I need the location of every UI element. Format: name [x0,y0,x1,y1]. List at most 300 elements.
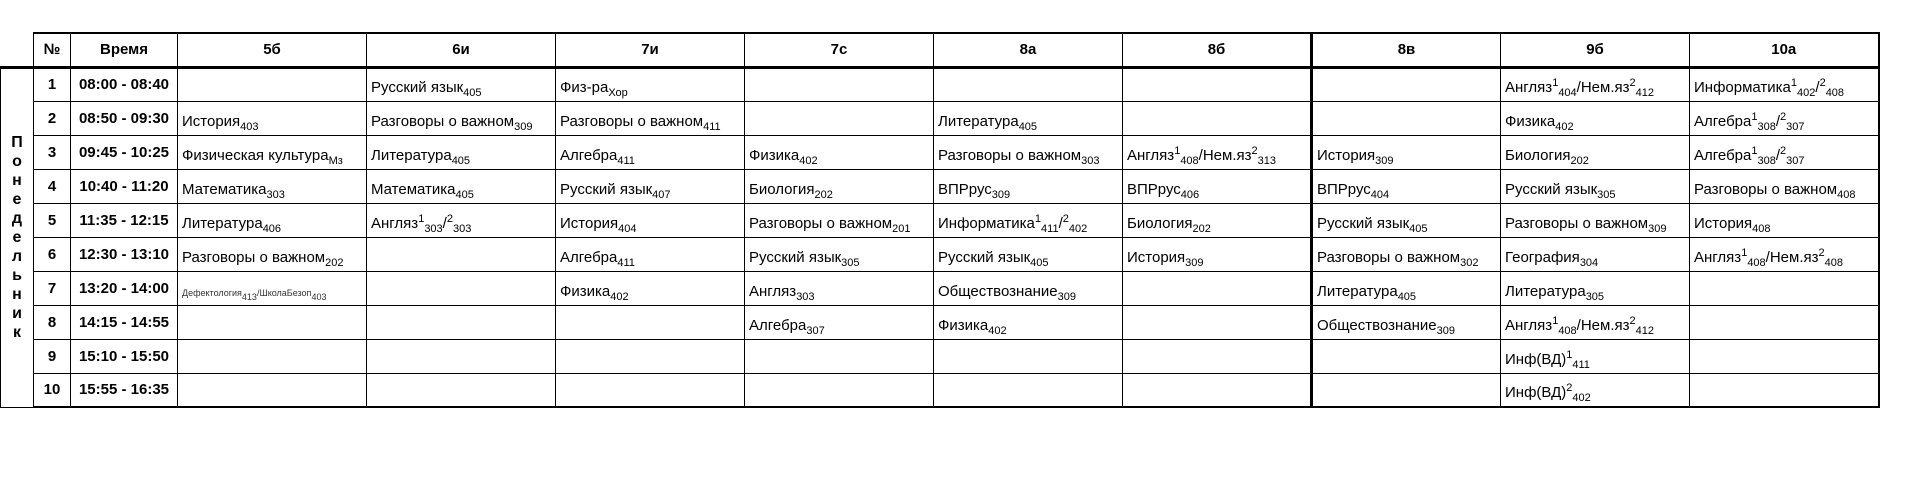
lesson-text-part: Русский язык [1317,214,1410,232]
header-row [1,33,1879,67]
lesson-time: 12:30 - 13:10 [71,237,178,271]
lesson-text-part: Англяз [1505,316,1553,334]
lesson-text-part: /Нем.яз [1198,146,1252,164]
lesson-text-part: 307 [1786,154,1805,167]
lesson-text-part: Биология [749,180,815,198]
lesson-text-part: 2 [1566,382,1573,395]
lesson-text-part: Алгебра [1694,112,1752,130]
lesson-number: 10 [34,373,71,407]
day-letter: П [11,134,23,151]
lesson-text-part: 309 [514,120,533,133]
lesson-text-part: География [1505,248,1580,266]
lesson-cell [1690,237,1879,271]
lesson-cell [1312,101,1501,135]
lesson-text-part: Русский язык [1505,180,1598,198]
lesson-text-part: Физика [749,146,800,164]
lesson-cell [1123,169,1312,203]
lesson-text-part: 303 [796,290,815,303]
lesson-cell [556,67,745,101]
lesson-text-part: Математика [371,180,456,198]
lesson-text-part: Информатика [938,214,1035,232]
lesson-text-part: 305 [1597,188,1616,201]
lesson-text-part: Литература [371,146,452,164]
lesson-text-part: / [1775,146,1781,164]
lesson-number: 8 [34,305,71,339]
lesson-text-part: 2 [1629,314,1636,327]
lesson-cell [1312,169,1501,203]
lesson-cell [178,67,367,101]
lesson-cell [1123,135,1312,169]
lesson-text-part: 2 [1780,144,1787,157]
lesson-text-part: 408 [1180,154,1199,167]
lesson-text-part: 1 [1751,144,1758,157]
lesson-text-part: 411 [703,120,721,133]
header-class: 8а [934,33,1123,67]
schedule-row [1,67,1879,101]
lesson-text-part: 309 [1648,222,1667,235]
header-num: № [34,33,71,67]
lesson-text-part: 1 [1566,348,1573,361]
lesson-cell [1123,67,1312,101]
lesson-text-part: 408 [1825,87,1845,99]
lesson-text-part: 412 [1635,87,1654,99]
lesson-cell [367,169,556,203]
lesson-cell [745,169,934,203]
lesson-cell [556,271,745,305]
lesson-time: 14:15 - 14:55 [71,305,178,339]
lesson-cell [745,339,934,373]
lesson-text-part: 308 [1757,154,1776,167]
lesson-cell [367,203,556,237]
schedule-row [1,237,1879,271]
lesson-cell [367,373,556,407]
lesson-cell [178,237,367,271]
lesson-text-part: 304 [1579,256,1599,269]
lesson-text-part: 408 [1558,324,1577,337]
schedule-row [1,203,1879,237]
lesson-cell [745,101,934,135]
day-letter: л [11,248,23,265]
lesson-cell [934,339,1123,373]
lesson-text-part: 305 [1585,290,1605,303]
lesson-text-part: 309 [1185,256,1204,269]
lesson-text-part: Литература [182,214,263,232]
lesson-text-part: Разговоры о важном [938,146,1082,164]
header-class: 8в [1312,33,1501,67]
schedule-body [1,67,1879,407]
lesson-text-part: 202 [814,188,833,201]
lesson-text-part: / [1775,112,1781,130]
lesson-cell [1123,237,1312,271]
lesson-text-part: 2 [1818,246,1825,259]
lesson-text-part: 309 [991,188,1011,201]
lesson-text-part: 303 [266,188,285,201]
lesson-cell [367,67,556,101]
lesson-text-part: 202 [1570,154,1589,167]
lesson-text-part: 2 [446,212,453,225]
lesson-text-part: 411 [617,154,635,167]
lesson-cell [178,305,367,339]
lesson-text-part: Хор [608,87,628,99]
lesson-text-part: Обществознание [938,282,1058,300]
lesson-text-part: 405 [455,188,474,201]
lesson-text-part: Разговоры о важном [1505,214,1649,232]
lesson-cell [1501,169,1690,203]
lesson-cell [1690,373,1879,407]
lesson-time: 08:00 - 08:40 [71,67,178,101]
lesson-text-part: Математика [182,180,267,198]
lesson-text-part: 1 [1174,144,1181,157]
lesson-text-part: 303 [1081,154,1100,167]
lesson-text-part: Инф(ВД) [1505,384,1567,402]
lesson-text-part: 309 [1436,324,1455,337]
lesson-cell [1690,339,1879,373]
lesson-cell [1123,101,1312,135]
lesson-text-part: 1 [1552,77,1559,89]
lesson-cell [556,101,745,135]
lesson-cell [1690,101,1879,135]
lesson-cell [1690,67,1879,101]
lesson-number: 4 [34,169,71,203]
lesson-cell [1123,373,1312,407]
lesson-number: 3 [34,135,71,169]
lesson-text-part: 405 [1018,120,1038,133]
lesson-cell [1501,339,1690,373]
lesson-text-part: История [1694,214,1753,232]
lesson-cell [1690,271,1879,305]
lesson-text-part: Разговоры о важном [1694,180,1838,198]
lesson-text-part: Русский язык [371,79,464,96]
lesson-text-part: / [1815,79,1820,96]
day-letter: е [12,229,22,246]
lesson-cell [934,101,1123,135]
lesson-cell [1501,237,1690,271]
lesson-text-part: /ШколаБезоп [256,287,312,298]
lesson-text-part: 402 [610,290,629,303]
lesson-text-part: / [442,214,447,232]
day-letter: д [11,210,23,227]
schedule-row [1,169,1879,203]
lesson-cell [178,339,367,373]
lesson-cell [178,271,367,305]
lesson-text-part: 1 [1790,77,1798,89]
header-class: 6и [367,33,556,67]
lesson-text-part: 1 [1741,246,1748,259]
lesson-number: 5 [34,203,71,237]
lesson-text-part: 404 [1370,188,1390,201]
lesson-text-part: 405 [1030,256,1049,269]
lesson-cell [178,169,367,203]
lesson-text-part: /Нем.яз [1576,79,1630,96]
lesson-time: 08:50 - 09:30 [71,101,178,135]
lesson-cell [1312,373,1501,407]
lesson-text-part: 402 [1797,87,1816,99]
lesson-text-part: Физика [560,282,611,300]
lesson-text-part: Англяз [749,282,797,300]
lesson-text-part: 406 [1180,188,1200,201]
day-letter: н [12,286,22,303]
lesson-cell [1501,305,1690,339]
lesson-text-part: Мз [328,154,343,167]
lesson-time: 15:10 - 15:50 [71,339,178,373]
lesson-text-part: Англяз [1127,146,1175,164]
lesson-cell [367,237,556,271]
day-letter: о [12,153,22,170]
schedule-row [1,339,1879,373]
lesson-cell [1501,203,1690,237]
lesson-time: 09:45 - 10:25 [71,135,178,169]
lesson-cell [1501,101,1690,135]
lesson-cell [367,271,556,305]
lesson-text-part: История [182,112,241,130]
lesson-cell [934,237,1123,271]
lesson-cell [1123,305,1312,339]
lesson-cell [367,305,556,339]
lesson-cell [1501,67,1690,101]
lesson-cell [1123,339,1312,373]
lesson-text-part: Разговоры о важном [371,112,515,130]
lesson-text-part: 408 [1747,256,1766,269]
lesson-number: 2 [34,101,71,135]
lesson-time: 15:55 - 16:35 [71,373,178,407]
lesson-cell [934,203,1123,237]
lesson-cell [178,203,367,237]
lesson-text-part: Разговоры о важном [182,248,326,266]
lesson-text-part: 402 [1555,120,1574,133]
lesson-text-part: Русский язык [938,248,1031,266]
lesson-cell [1501,135,1690,169]
lesson-text-part: 303 [452,222,472,235]
lesson-text-part: 405 [451,154,471,167]
lesson-cell [556,305,745,339]
lesson-text-part: 406 [262,222,282,235]
lesson-cell [1312,271,1501,305]
lesson-text-part: Англяз [1694,248,1742,266]
lesson-text-part: 412 [1635,324,1654,337]
lesson-text-part: 2 [1780,110,1787,123]
header-class: 8б [1123,33,1312,67]
lesson-text-part: 1 [1034,212,1042,225]
lesson-text-part: Алгебра [560,248,618,266]
lesson-cell [178,373,367,407]
lesson-text-part: Алгебра [560,146,618,164]
lesson-text-part: Биология [1127,214,1193,232]
lesson-cell [1312,203,1501,237]
lesson-text-part: 1 [418,212,425,225]
lesson-text-part: Физика [938,316,989,334]
schedule-row [1,135,1879,169]
day-letter: ь [12,267,22,284]
lesson-text-part: Дефектология [182,287,242,298]
lesson-text-part: 408 [1837,188,1856,201]
lesson-text-part: Литература [1505,282,1586,300]
lesson-text-part: 303 [424,222,443,235]
lesson-text-part: Русский язык [560,180,653,198]
lesson-time: 11:35 - 12:15 [71,203,178,237]
schedule-table [0,32,1880,408]
lesson-text-part: ВПРрус [1317,180,1371,198]
lesson-text-part: Алгебра [1694,146,1752,164]
lesson-text-part: 413 [241,291,257,302]
lesson-cell [745,67,934,101]
lesson-text-part: 405 [1397,290,1417,303]
lesson-text-part: 408 [1824,256,1843,269]
lesson-text-part: ВПРрус [1127,180,1181,198]
lesson-text-part: 402 [1068,222,1088,235]
lesson-text-part: / [1058,214,1063,232]
lesson-cell [934,135,1123,169]
lesson-text-part: 405 [1409,222,1428,235]
day-label [1,69,33,407]
lesson-cell [745,373,934,407]
lesson-number: 6 [34,237,71,271]
header-class: 9б [1501,33,1690,67]
lesson-text-part: 2 [1062,212,1069,225]
lesson-text-part: Литература [938,112,1019,130]
lesson-text-part: 402 [799,154,818,167]
lesson-text-part: 411 [1572,358,1590,371]
lesson-text-part: 202 [325,256,344,269]
day-letter: и [12,305,22,322]
lesson-cell [367,339,556,373]
lesson-text-part: 202 [1192,222,1211,235]
lesson-cell [934,271,1123,305]
lesson-cell [367,101,556,135]
lesson-text-part: Обществознание [1317,316,1437,334]
lesson-text-part: Информатика [1694,79,1791,96]
lesson-text-part: ВПРрус [938,180,992,198]
lesson-cell [934,373,1123,407]
lesson-text-part: 302 [1460,256,1479,269]
lesson-cell [745,135,934,169]
lesson-cell [745,237,934,271]
lesson-text-part: 2 [1819,77,1826,89]
lesson-number: 7 [34,271,71,305]
lesson-cell [745,271,934,305]
lesson-text-part: Инф(ВД) [1505,350,1567,368]
lesson-text-part: 411 [617,256,635,269]
lesson-cell [934,169,1123,203]
lesson-text-part: История [1127,248,1186,266]
lesson-text-part: Англяз [371,214,419,232]
lesson-text-part: 404 [1558,87,1577,99]
day-header-empty [1,33,34,67]
header-class: 10а [1690,33,1879,67]
schedule-row [1,101,1879,135]
lesson-text-part: 313 [1257,154,1276,167]
lesson-text-part: 308 [1757,120,1776,133]
lesson-number: 9 [34,339,71,373]
lesson-text-part: 404 [618,222,637,235]
lesson-text-part: Разговоры о важном [749,214,893,232]
lesson-text-part: Англяз [1505,79,1553,96]
lesson-text-part: 403 [240,120,259,133]
lesson-cell [934,305,1123,339]
lesson-text-part: Физика [1505,112,1556,130]
lesson-time: 10:40 - 11:20 [71,169,178,203]
day-letter: к [12,324,21,341]
lesson-text-part: Литература [1317,282,1398,300]
day-letter: е [12,191,22,208]
lesson-text-part: 307 [1786,120,1805,133]
lesson-cell [1690,135,1879,169]
lesson-text-part: Физическая культура [182,146,329,164]
lesson-text-part: 407 [652,188,671,201]
schedule-row [1,373,1879,407]
lesson-text-part: 1 [1751,110,1758,123]
lesson-cell [1501,373,1690,407]
day-cell [1,67,34,407]
header-class: 5б [178,33,367,67]
lesson-cell [1312,305,1501,339]
lesson-text-part: /Нем.яз [1765,248,1819,266]
header-class: 7и [556,33,745,67]
lesson-text-part: 403 [311,291,327,302]
lesson-cell [1690,169,1879,203]
lesson-text-part: 201 [892,222,911,235]
lesson-text-part: 402 [988,324,1007,337]
schedule-row [1,271,1879,305]
lesson-cell [556,203,745,237]
lesson-text-part: Биология [1505,146,1571,164]
lesson-cell [1501,271,1690,305]
lesson-text-part: Физ-ра [560,79,609,96]
lesson-cell [367,135,556,169]
lesson-text-part: 405 [463,87,482,99]
lesson-cell [1690,305,1879,339]
lesson-time: 13:20 - 14:00 [71,271,178,305]
lesson-cell [556,237,745,271]
lesson-cell [556,339,745,373]
header-class: 7с [745,33,934,67]
lesson-cell [1312,339,1501,373]
lesson-text-part: 402 [1572,392,1591,405]
lesson-text-part: 307 [806,324,825,337]
lesson-text-part: 411 [1041,222,1059,235]
lesson-text-part: История [560,214,619,232]
day-letter: н [12,172,22,189]
lesson-cell [1123,271,1312,305]
lesson-text-part: Разговоры о важном [560,112,704,130]
lesson-cell [556,373,745,407]
lesson-cell [178,101,367,135]
lesson-text-part: 1 [1552,314,1559,327]
header-time: Время [71,33,178,67]
lesson-text-part: 2 [1629,77,1636,89]
lesson-number: 1 [34,67,71,101]
lesson-cell [1312,67,1501,101]
lesson-cell [1312,237,1501,271]
lesson-cell [745,305,934,339]
lesson-cell [745,203,934,237]
lesson-text-part: Русский язык [749,248,842,266]
lesson-cell [1312,135,1501,169]
lesson-text-part: 305 [841,256,860,269]
lesson-cell [178,135,367,169]
lesson-text-part: 309 [1375,154,1394,167]
schedule-row [1,305,1879,339]
lesson-cell [556,135,745,169]
lesson-cell [1690,203,1879,237]
lesson-cell [556,169,745,203]
lesson-cell [934,67,1123,101]
lesson-text-part: /Нем.яз [1576,316,1630,334]
lesson-text-part: История [1317,146,1376,164]
lesson-text-part: Алгебра [749,316,807,334]
lesson-text-part: 408 [1752,222,1771,235]
lesson-cell [1123,203,1312,237]
lesson-text-part: 2 [1251,144,1258,157]
